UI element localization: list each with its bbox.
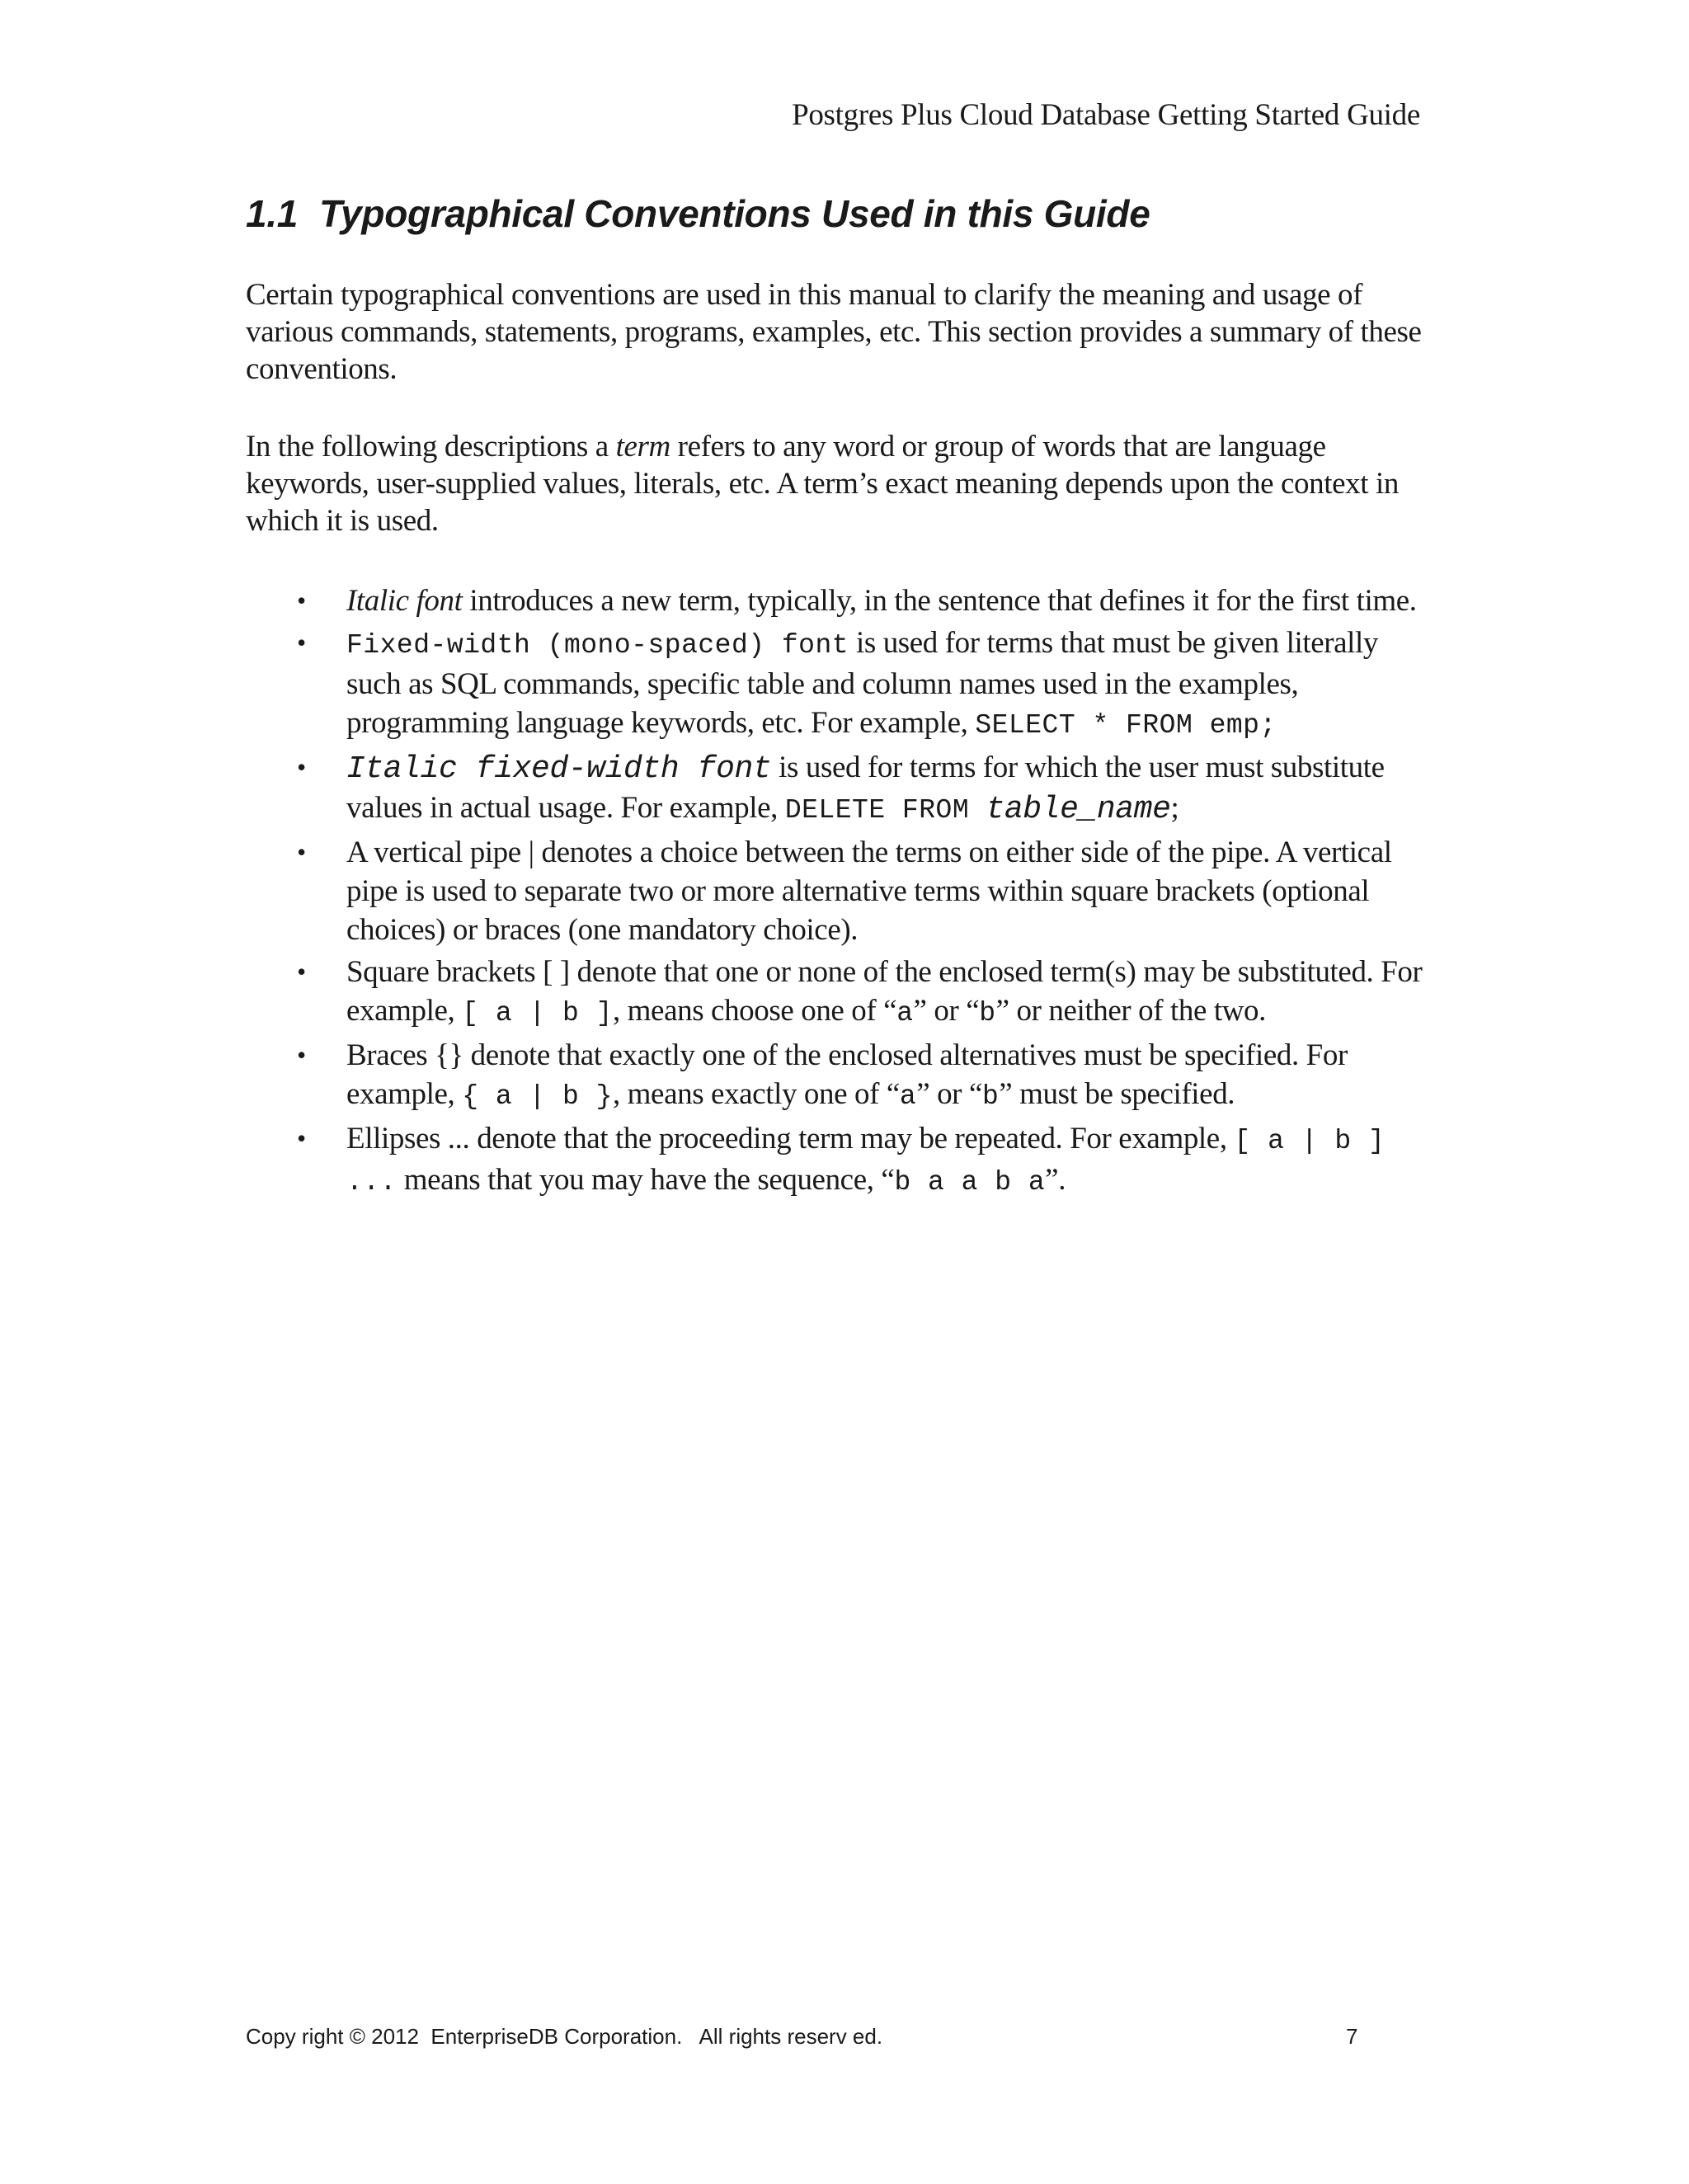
italic-font-sample: Italic font (346, 584, 463, 618)
term-paragraph (246, 428, 1433, 539)
term-word: term (615, 430, 670, 464)
term-paragraph-rest: refers to any word or group of words that are language keywords, user-supplied values, literals, etc. A term’s exact meaning depends upon the context in which it is used. (246, 430, 1399, 538)
list-item-italic-fixed-width (246, 748, 1433, 830)
section-number: 1.1 (246, 192, 299, 235)
bullet-icon: • (297, 628, 306, 657)
list-item-square-brackets (246, 953, 1433, 1033)
ellipses-example: [ a | b ] ... (346, 1126, 1386, 1198)
bullet-icon: • (297, 586, 306, 615)
section-title: Typographical Conventions Used in this Guide (319, 192, 1150, 235)
ellipses-text-2: means that you may have the sequence, “ (396, 1163, 895, 1197)
bullet-icon: • (297, 837, 306, 867)
italic-font-description: introduces a new term, typically, in the sentence that defines it for the first time. (462, 584, 1417, 618)
delete-from-example: DELETE FROM (784, 795, 986, 826)
vertical-pipe-description: A vertical pipe | denotes a choice between the terms on either side of the pipe. A vertical pipe is used to separate two or more alternative terms within square brackets (optional choices) or braces (one mandatory choice). (346, 835, 1392, 947)
square-brackets-text-3: ” or “ (913, 994, 980, 1028)
ellipses-text-3: ”. (1045, 1163, 1066, 1197)
section-heading (246, 191, 1150, 236)
fixed-width-description: is used for terms that must be given literally such as SQL commands, specific table and column names used in the examples, programming language keywords, etc. For example, (346, 626, 1379, 740)
list-item-vertical-pipe (246, 833, 1433, 949)
bullet-icon: • (297, 957, 306, 986)
bullet-icon: • (297, 1123, 306, 1153)
square-brackets-description: Square brackets [ ] denote that one or none of the enclosed term(s) may be substituted. For example, (346, 955, 1423, 1028)
square-brackets-text-4: ” or neither of the two. (995, 994, 1267, 1028)
list-item-ellipses (246, 1119, 1433, 1202)
option-a: a (899, 1081, 917, 1112)
table-name-placeholder: table_name (986, 792, 1171, 827)
intro-paragraph: Certain typographical conventions are used in this manual to clarify the meaning and usage of various commands, statements, programs, examples, etc. This section provides a summary of these conventions. (246, 278, 1422, 386)
braces-text-3: ” or “ (916, 1077, 982, 1111)
option-a: a (896, 998, 914, 1028)
square-brackets-text-2: , means choose one of “ (612, 994, 897, 1028)
option-b: b (981, 1081, 1000, 1112)
statement-terminator: ; (1170, 791, 1179, 825)
fixed-width-example: SELECT * FROM emp; (975, 710, 1277, 741)
list-item-braces (246, 1036, 1433, 1116)
braces-description: Braces {} denote that exactly one of the enclosed alternatives must be specified. For example, (346, 1038, 1348, 1111)
sequence-example: b a a b a (894, 1167, 1046, 1198)
term-paragraph-lead: In the following descriptions a (246, 430, 616, 464)
conventions-list (246, 581, 1433, 1205)
list-item-italic-font (246, 581, 1433, 620)
option-b: b (979, 998, 996, 1028)
page-number: 7 (1346, 2024, 1358, 2049)
italic-fixed-width-description: is used for terms for which the user must substitute values in actual usage. For example, (346, 751, 1385, 825)
square-brackets-example: [ a | b ] (462, 998, 613, 1028)
braces-example: { a | b } (462, 1081, 613, 1112)
list-item-fixed-width (246, 624, 1433, 745)
bullet-icon: • (297, 752, 306, 782)
running-header: Postgres Plus Cloud Database Getting Started Guide (792, 98, 1420, 132)
italic-fixed-width-sample: Italic fixed-width font (346, 751, 772, 787)
fixed-width-sample: Fixed-width (mono-spaced) font (346, 630, 849, 661)
footer-copyright: Copy right © 2012 EnterpriseDB Corporation. All rights reserv ed. (246, 2024, 883, 2049)
ellipses-description: Ellipses ... denote that the proceeding term may be repeated. For example, (346, 1122, 1235, 1156)
bullet-icon: • (297, 1040, 306, 1070)
braces-text-4: ” must be specified. (999, 1077, 1235, 1111)
braces-text-2: , means exactly one of “ (612, 1077, 900, 1111)
